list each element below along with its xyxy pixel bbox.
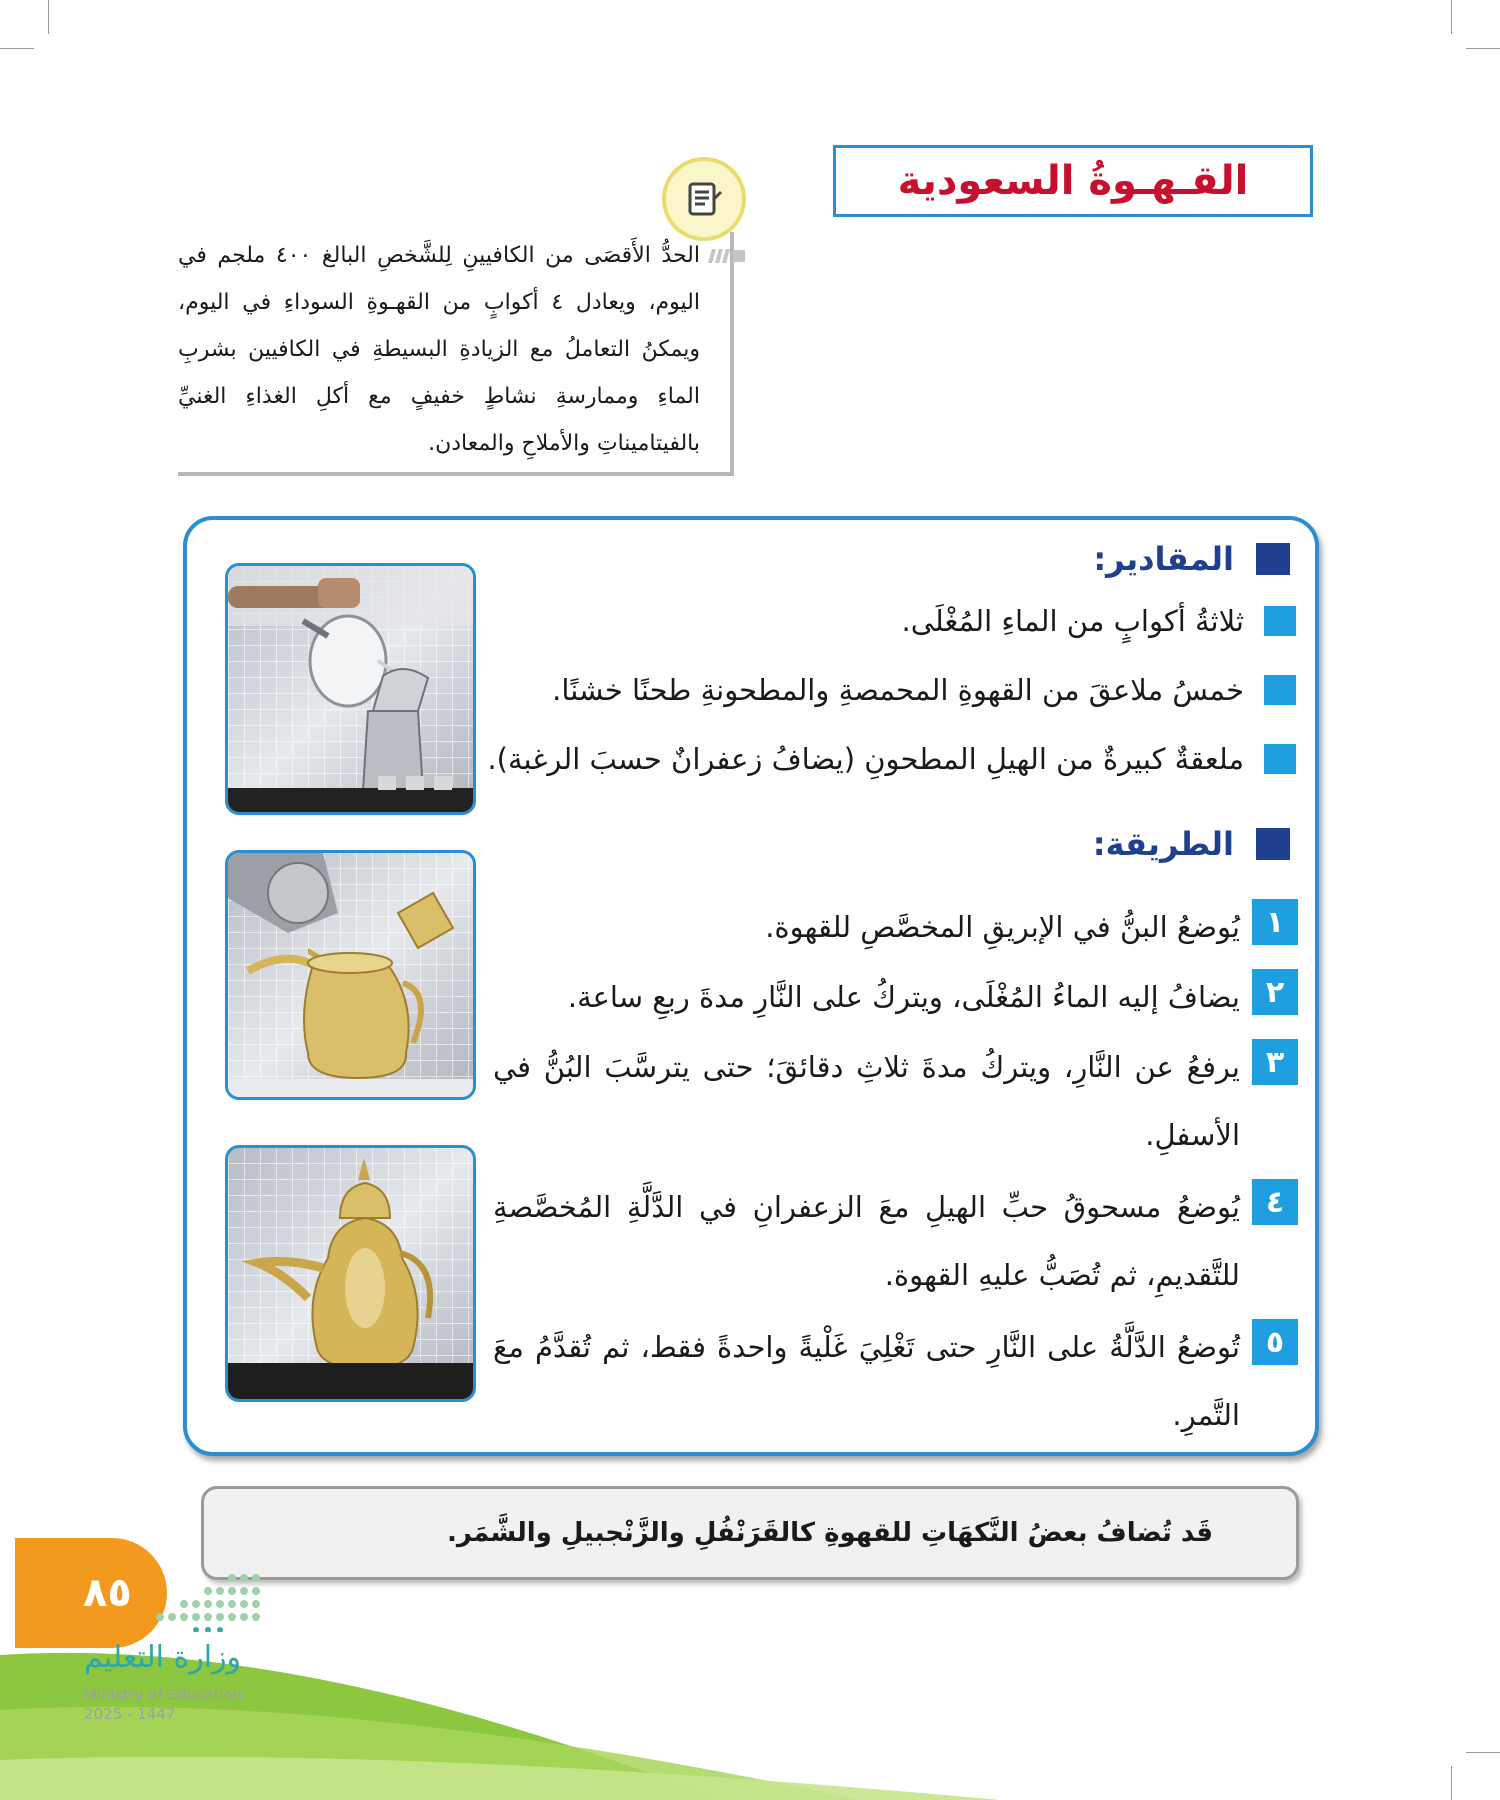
caffeine-note-text: الحدُّ الأَقصَى من الكافيينِ لِلشَّخصِ البالغ ٤٠٠ ملجم في اليوم، ويعادل ٤ أكوابٍ من القهـوةِ السوداءِ في اليوم، ويمكنُ التعاملُ مع الزيادةِ البسيطةِ في الكافيين بشربِ الماءِ وممارسةِ نشاطٍ خفيفٍ مع أكلِ الغذاءِ الغنيِّ بالفيتاميناتِ والأملاحِ والمعادن.: [178, 243, 700, 456]
method-heading-label: الطريقة:: [1092, 825, 1234, 863]
bullet-icon: [1264, 606, 1296, 636]
tip-text: قَد تُضافُ بعضُ النَّكهَاتِ للقهوةِ كالقَرَنْفُلِ والزَّنْجبيلِ والشَّمَر.: [447, 1518, 1213, 1548]
ministry-name-english: Ministry of Education: [84, 1686, 243, 1704]
step-text: يُوضعُ مسحوقُ حبِّ الهيلِ معَ الزعفرانِ في الدَّلَّةِ المُخصَّصةِ للتَّقديمِ، ثم تُصَبُّ عليهِ القهوة.: [493, 1190, 1240, 1292]
step-text: يضافُ إليه الماءُ المُغْلَى، ويتركُ على النَّارِ مدةَ ربعِ ساعة.: [567, 980, 1240, 1014]
dallah-photo: [225, 1145, 476, 1402]
heading-bullet-icon: [1256, 828, 1290, 860]
ingredient-item: [902, 604, 1296, 638]
page-number: ٨٥: [83, 1570, 132, 1616]
ingredients-heading: [1093, 540, 1290, 578]
bullet-icon: [1264, 675, 1296, 705]
crop-mark: [48, 0, 49, 34]
method-step: [493, 1173, 1298, 1309]
crop-mark: [1451, 0, 1452, 34]
crop-mark: [0, 48, 34, 49]
kettle-pouring-photo: [225, 563, 476, 815]
ingredient-text: ثلاثةُ أكوابٍ من الماءِ المُغْلَى.: [901, 604, 1244, 638]
method-step: [493, 963, 1298, 1031]
method-step: [493, 893, 1298, 961]
ministry-name-arabic: وزارة التعليم: [84, 1640, 242, 1675]
page-title-box: [833, 145, 1313, 217]
step-text: تُوضعُ الدَّلَّةُ على النَّارِ حتى تَغْلِيَ غَلْيةً واحدةً فقط، ثم تُقدَّمُ معَ التَّمرِ.: [493, 1330, 1240, 1432]
step-text: يرفعُ عن النَّارِ، ويتركُ مدةَ ثلاثِ دقائقَ؛ حتى يترسَّبَ البُنُّ في الأسفلِ.: [493, 1050, 1240, 1152]
step-number: ٤: [1252, 1179, 1298, 1225]
step-number: ٢: [1252, 969, 1298, 1015]
heading-bullet-icon: [1256, 543, 1290, 575]
ingredient-text: خمسُ ملاعقَ من القهوةِ المحمصةِ والمطحونةِ طحنًا خشنًا.: [552, 673, 1244, 707]
step-number: ٥: [1252, 1319, 1298, 1365]
ingredient-item: [552, 673, 1296, 707]
brass-pot-photo: [225, 850, 476, 1100]
method-step: [493, 1033, 1298, 1169]
page-title: القـهـوةُ السعودية: [897, 158, 1249, 204]
note-marker-icon: [710, 249, 745, 263]
step-number: ٣: [1252, 1039, 1298, 1085]
bullet-icon: [1264, 744, 1296, 774]
step-text: يُوضعُ البنُّ في الإبريقِ المخصَّصِ للقهوة.: [765, 910, 1240, 944]
method-heading: [1093, 825, 1290, 863]
ingredients-heading-label: المقادير:: [1093, 540, 1234, 578]
step-number: ١: [1252, 899, 1298, 945]
ministry-year: 2025 - 1447: [84, 1705, 176, 1723]
page-number-tab: [15, 1538, 167, 1648]
ingredient-item: [487, 742, 1296, 776]
ingredient-text: ملعقةٌ كبيرةٌ من الهيلِ المطحونِ (يضافُ زعفرانٌ حسبَ الرغبة).: [487, 742, 1244, 776]
method-step: [493, 1313, 1298, 1449]
notepad-icon: [662, 157, 746, 241]
ministry-logo-icon: [150, 1562, 265, 1632]
crop-mark: [1466, 48, 1500, 49]
